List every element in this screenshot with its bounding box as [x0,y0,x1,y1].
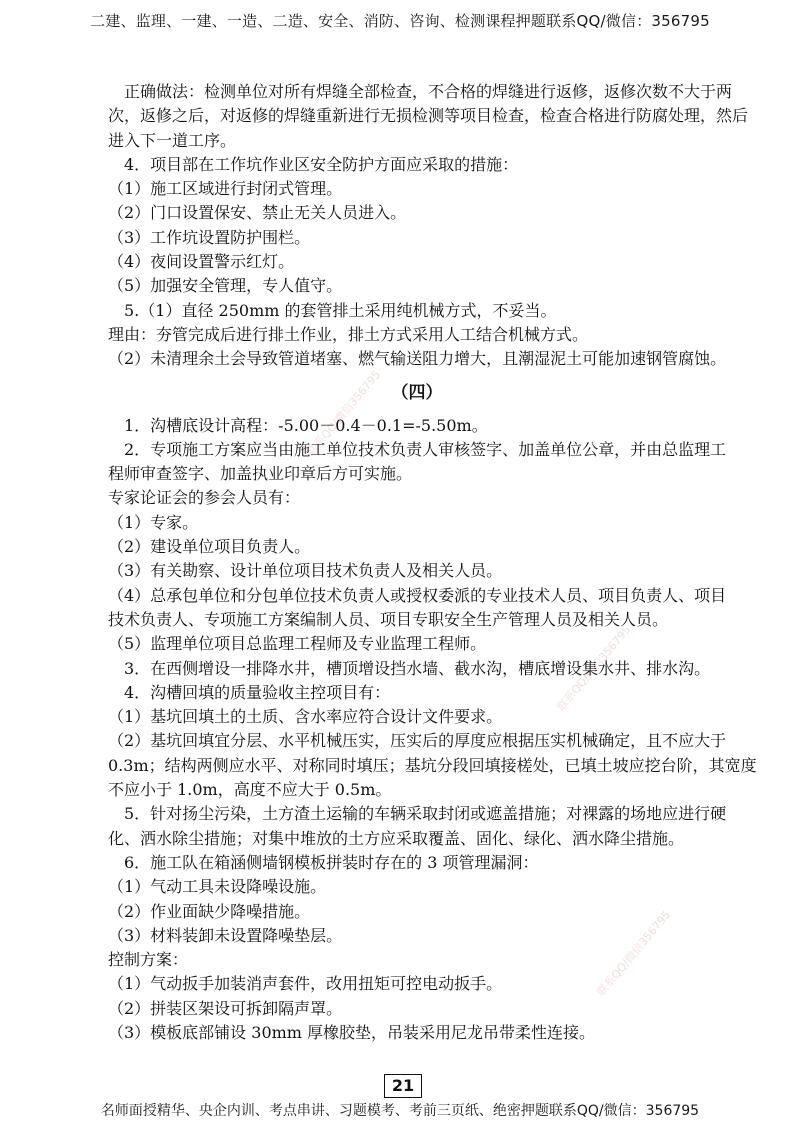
text-line: 专家论证会的参会人员有： [108,488,301,508]
watermark: 联系QQ/微信356795 [594,908,674,999]
text-line: 进入下一道工序。 [108,130,237,150]
text-line: 化、洒水除尘措施；对集中堆放的土方应采取覆盖、固化、绿化、洒水降尘措施。 [108,828,685,848]
text-line: 理由：夯管完成后进行排土作业，排土方式采用人工结合机械方式。 [108,324,589,344]
text-line: （2）拼装区架设可拆卸隔声罩。 [108,998,343,1018]
text-line: （5）加强安全管理，专人值守。 [108,276,343,296]
text-line: 6．施工队在箱涵侧墙钢模板拼装时存在的 3 项管理漏洞： [108,852,539,872]
text-line: （2）基坑回填宜分层、水平机械压实，压实后的厚度应根据压实机械确定，且不应大于 [108,731,727,751]
page-number: 21 [384,1074,422,1098]
page-footer: 名师面授精华、央企内训、考点串讲、习题模考、考前三页纸、绝密押题联系QQ/微信：356795 [100,1103,700,1119]
text-line: （2）作业面缺少降噪措施。 [108,901,311,921]
text-line: 5.（1）直径 250mm 的套管排土采用纯机械方式，不妥当。 [108,300,557,320]
text-line: （5）监理单位项目总监理工程师及专业监理工程师。 [108,634,487,654]
text-line: （1）气动工具未设降噪设施。 [108,877,327,897]
text-line: 2．专项施工方案应当由施工单位技术负责人审核签字、加盖单位公章，并由总监理工 [108,439,727,459]
text-line: （3）模板底部铺设 30mm 厚橡胶垫，吊装采用尼龙吊带柔性连接。 [108,1022,596,1042]
text-line: 程师审查签字、加盖执业印章后方可实施。 [108,464,413,484]
text-line: 不应小于 1.0m，高度不应大于 0.5m。 [108,780,392,800]
answer-section-four [108,414,757,1046]
page-header: 二建、监理、一建、一造、二造、安全、消防、咨询、检测课程押题联系QQ/微信：356795 [90,12,710,30]
watermark: 联系QQ/微信356795 [304,368,384,459]
text-line: （2）门口设置保安、禁止无关人员进入。 [108,203,407,223]
text-line: 0.3m；结构两侧应水平、对称同时填压；基坑分段回填接槎处，已填土坡应挖台阶，其宽度 [108,755,757,775]
text-line: （1）气动扳手加装消声套件，改用扭矩可控电动扳手。 [108,974,503,994]
text-line: 控制方案： [108,950,189,970]
section-title: （四） [391,382,443,403]
text-line: 3．在西侧增设一排降水井，槽顶增设挡水墙、截水沟，槽底增设集水井、排水沟。 [108,658,711,678]
text-line: 正确做法：检测单位对所有焊缝全部检查，不合格的焊缝进行返修，返修次数不大于两 [108,82,733,101]
text-line: （3）工作坑设置防护围栏。 [108,227,311,247]
text-line: 4．沟槽回填的质量验收主控项目有： [108,682,391,702]
text-line: （4）夜间设置警示红灯。 [108,252,295,272]
text-line: （3）有关勘察、设计单位项目技术负责人及相关人员。 [108,561,503,581]
text-line: （2）未清理余土会导致管道堵塞、燃气输送阻力增大，且潮湿泥土可能加速钢管腐蚀。 [108,349,727,369]
text-line: 4．项目部在工作坑作业区安全防护方面应采取的措施： [108,154,519,174]
text-line: 技术负责人、专项施工方案编制人员、项目专职安全生产管理人员及相关人员。 [108,609,669,629]
text-line: （3）材料装卸未设置降噪垫层。 [108,925,343,945]
text-line: 1．沟槽底设计高程：-5.00－0.4－0.1=-5.50m。 [108,415,488,435]
answer-section-three-tail [108,80,749,372]
watermark: 联系QQ/微信356795 [554,623,634,714]
text-line: 5．针对扬尘污染，土方渣土运输的车辆采取封闭或遮盖措施；对裸露的场地应进行硬 [108,804,727,824]
text-line: 次，返修之后，对返修的焊缝重新进行无损检测等项目检查，检查合格进行防腐处理，然后 [108,106,749,126]
text-line: （1）基坑回填土的土质、含水率应符合设计文件要求。 [108,707,503,727]
document-body [108,80,757,1045]
text-line: （1）施工区域进行封闭式管理。 [108,179,343,199]
text-line: （2）建设单位项目负责人。 [108,537,311,557]
text-line: （4）总承包单位和分包单位技术负责人或授权委派的专业技术人员、项目负责人、项目 [108,585,727,605]
text-line: （1）专家。 [108,512,199,532]
